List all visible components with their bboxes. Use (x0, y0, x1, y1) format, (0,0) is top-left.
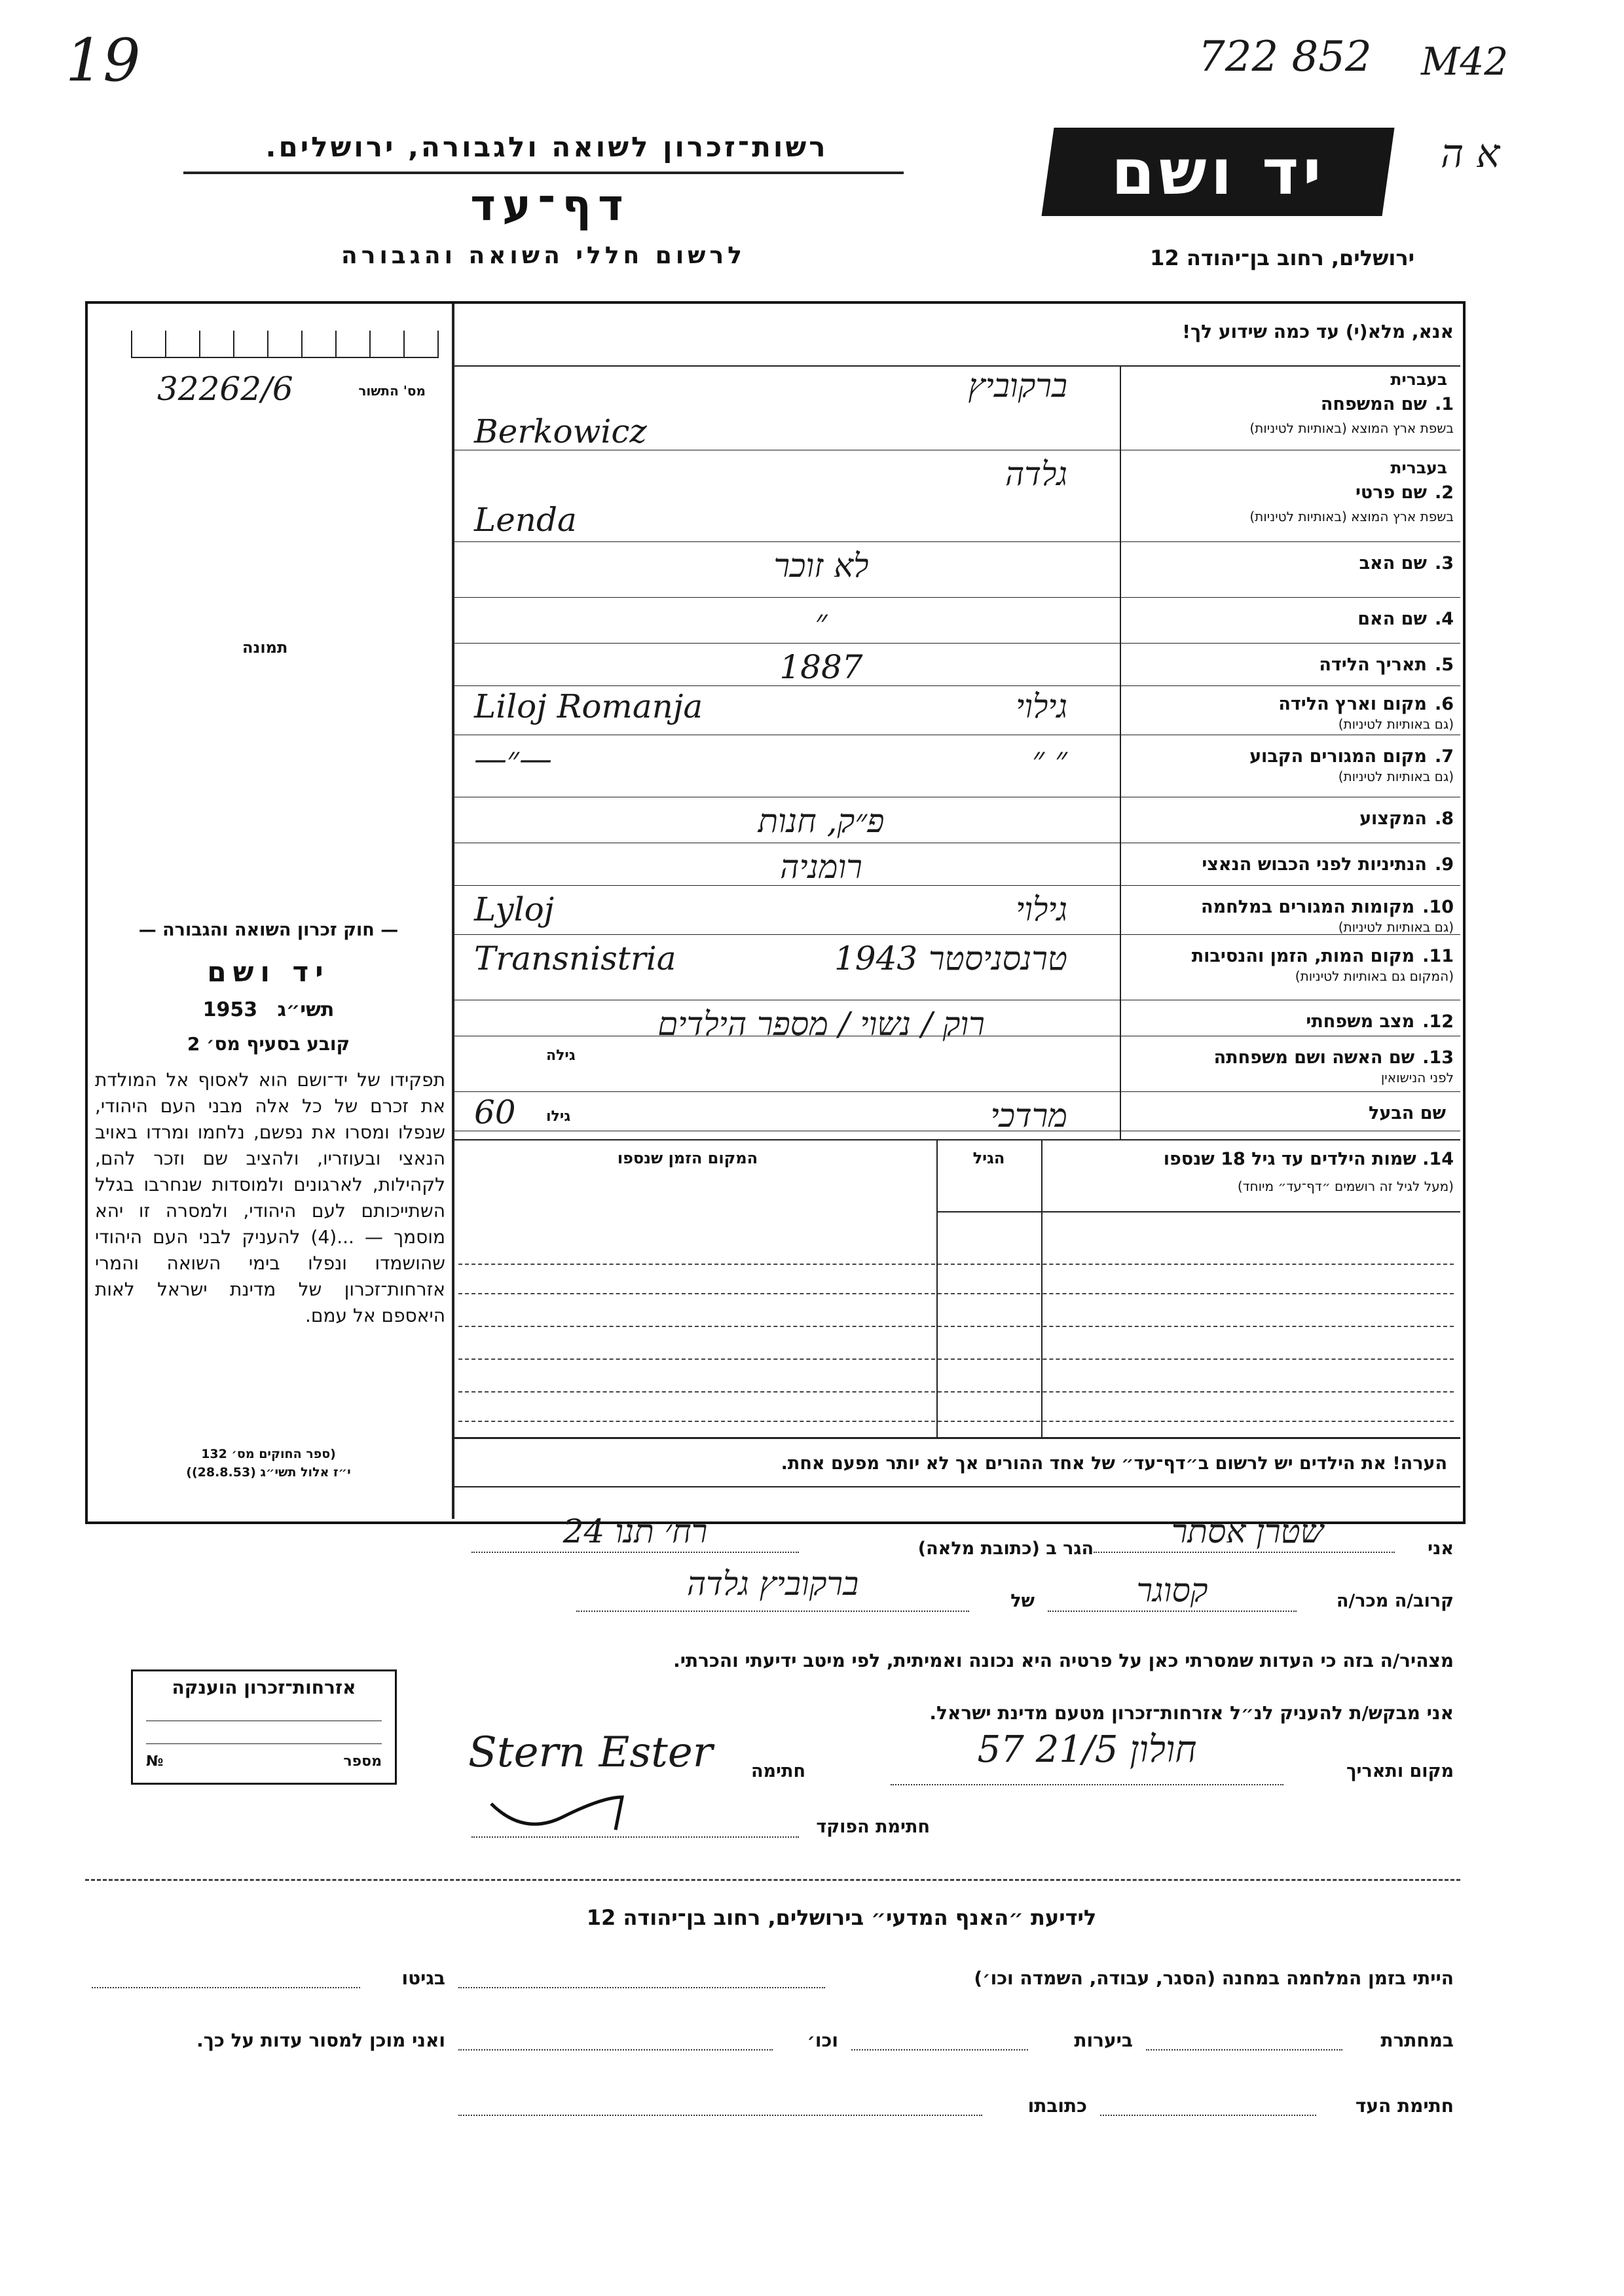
footer-line-2-blank-b (851, 2049, 1028, 2050)
children-label (1048, 1149, 1454, 1169)
field-row-2 (454, 455, 1460, 543)
field-rule-13 (454, 1091, 1460, 1092)
field-number: 10. (1422, 897, 1454, 917)
field-number: 9. (1434, 854, 1454, 875)
footer-line-2c: וכו׳ (807, 2030, 838, 2051)
field-value-latin: Liloj Romanja (474, 687, 703, 725)
decl-name-value: שטרן אסתר (1171, 1512, 1324, 1550)
margin-page-number: 19 (65, 26, 141, 95)
clerk-initial-mark (485, 1791, 629, 1836)
field-label-text: מקומות המגורים במלחמה (1201, 897, 1415, 917)
law-ref-2: י״ז אלול תשי״ג (28.8.53)) (186, 1465, 351, 1480)
field-number: 5. (1434, 655, 1454, 675)
children-note: הערה! את הילדים יש לרשום ב״דף־עד״ של אחד ההורים אך לא יותר מפעם אחת. (781, 1453, 1447, 1474)
field-rule-5 (454, 685, 1460, 686)
field-row-13 (454, 1041, 1460, 1093)
file-number-label: מס' התשור (358, 383, 426, 399)
field-value-latin: —״— (474, 740, 552, 778)
footer-line-3a: חתימת העד (1355, 2095, 1454, 2117)
org-line: רשות־זכרון לשואה ולגבורה, ירושלים. (265, 131, 828, 163)
field-label-4 (1133, 609, 1454, 629)
children-col-age: הגיל (972, 1149, 1005, 1167)
field-row-9 (454, 848, 1460, 887)
header-address: ירושלים, רחוב בן־יהודה 12 (1150, 246, 1414, 270)
law-year (92, 998, 445, 1021)
children-sub: (מעל לגיל זה רושמים ״דף־עד״ מיוחד) (1237, 1178, 1454, 1194)
field-sub: (גם באותיות לטיניות) (1338, 769, 1454, 784)
field-value-hebrew: ברקוביץ (968, 367, 1067, 405)
decl-affirm: מצהיר/ה בזה כי העדות שמסרתי כאן על פרטיה היא נכונה ואמיתית, לפי מיטב ידיעתי והכרתי. (673, 1650, 1454, 1671)
field-age-label: גילה (546, 1048, 576, 1064)
form-instruction: אנא, מלא(י) עד כמה שידוע לך! (1182, 321, 1454, 342)
field-row-12 (454, 1005, 1460, 1043)
field-label-text: שם האם (1357, 609, 1427, 629)
note-rule (454, 1437, 1460, 1439)
field-age-value: 60 (474, 1093, 516, 1131)
children-title: שמות הילדים עד גיל 18 שנספו (1163, 1149, 1416, 1169)
field-row-8 (454, 802, 1460, 845)
footer-notice: לידיעת ״האנף המדעי״ בירושלים, רחוב בן־יהודה 12 (586, 1905, 1097, 1930)
footer-line-2-blank-c (458, 2049, 773, 2050)
field-label-13 (1133, 1048, 1454, 1068)
footer-line-1-end (92, 1987, 360, 1988)
field-number: 4. (1434, 609, 1454, 629)
field-value: ״ (815, 602, 828, 640)
field-value-hebrew: ״ ״ (1032, 740, 1067, 778)
org-underline (183, 172, 904, 174)
children-header-rule (936, 1211, 1460, 1212)
decl-request: אני מבקש/ת להעניק לנ״ל אזרחות־זכרון מטעם מדינת ישראל. (929, 1702, 1454, 1724)
law-name: יד ושם (207, 956, 330, 988)
citizenship-box-number-label: מספר (343, 1753, 382, 1770)
field-label-7 (1133, 746, 1454, 767)
field-value: רומניה (780, 848, 862, 886)
decl-address-value: רח׳ תנו 24 (563, 1512, 708, 1550)
field-label-text: שם פרטי (1355, 483, 1427, 503)
field-value-latin: Berkowicz (474, 412, 647, 450)
field-value-year: 1943 (834, 939, 918, 977)
footer-line-3b: כתובתו (1027, 2095, 1087, 2117)
field-row-5 (454, 648, 1460, 687)
field-label-text: שם המשפחה (1320, 394, 1427, 414)
decl-of-value: ברקוביץ גלדה (686, 1565, 859, 1603)
field-sub: (גם באותיות לטיניות) (1338, 716, 1454, 732)
decl-clerk-line (471, 1836, 799, 1838)
field-number: 1. (1434, 394, 1454, 414)
law-text: תפקידו של יד־ושם הוא לאסוף אל המולדת את זכרם של כל אלה מבני העם היהודי, שנפלו ומסרו את נפשם, נלחמו ומרדו באויב הנאצי ובעוזריו, ולהציב שם וזכר להם, לקהילות, לארגונים ולמוסדות שנחרבו בגלל השתייכותם לעם היהודי, ולמסרה זו יהא מוסמך — ...(4) להעניק לבני העם היהודי שהושמדו ונפלו בימי השואה והמרי אזרחות־זכרון של מדינת ישראל לאות היאספם אל עמם. (95, 1069, 445, 1326)
law-year-hebrew: תשי״ג (277, 998, 335, 1021)
field-rule-2 (454, 541, 1460, 542)
decl-place-date-label: מקום ותאריך (1346, 1761, 1454, 1781)
field-label-text: תאריך הלידה (1319, 655, 1427, 675)
field-number: 2. (1434, 483, 1454, 503)
field-number: 13. (1422, 1048, 1454, 1068)
decl-relative-label: קרוב/ה מכר/ה (1336, 1591, 1454, 1611)
field-row-6 (454, 687, 1460, 737)
field-label-11 (1133, 946, 1454, 966)
field-row-10 (454, 890, 1460, 936)
clerk-initial-svg (485, 1791, 629, 1836)
field-number: 12. (1422, 1011, 1454, 1032)
margin-letters: א ה (1441, 131, 1500, 177)
field-value-hebrew: גילוי (1016, 890, 1067, 928)
citizenship-box-line-2 (146, 1743, 382, 1744)
decl-signature-label: חתימה (750, 1761, 805, 1781)
photo-label: תמונה (242, 638, 288, 657)
field-label-text: שם האב (1359, 553, 1427, 574)
footer-line-2b: ביערות (1074, 2030, 1133, 2051)
footer-line-2a: במחתרת (1380, 2030, 1454, 2051)
decl-place-date-line (891, 1784, 1283, 1785)
field-sub-top: בעברית (1390, 370, 1447, 389)
citizenship-box (131, 1669, 397, 1785)
field-label-14 (1133, 1103, 1454, 1123)
field-sub: בשפת ארץ המוצא (באותיות לטיניות) (1249, 420, 1454, 436)
field-row-1 (454, 367, 1460, 452)
field-sub: בשפת ארץ המוצא (באותיות לטיניות) (1249, 509, 1454, 524)
field-rule-9 (454, 885, 1460, 886)
field-value: לא זוכר (773, 547, 869, 585)
decl-signature-value: Stern Ester (468, 1728, 713, 1777)
footer-cut-line (85, 1879, 1460, 1881)
children-col-place: המקום הזמן שנספו (617, 1149, 758, 1167)
footer-line-2d: ואני מוכן למסור עדות על כך. (196, 2030, 445, 2051)
field-value: רוק / נשוי / מספר הילדים (657, 1005, 985, 1043)
field-value-latin: Lenda (474, 501, 577, 539)
field-label-12 (1133, 1011, 1454, 1032)
decl-relation-line (1048, 1611, 1297, 1612)
decl-resident-label: הגר ב (כתובת מלאה) (917, 1539, 1094, 1559)
field-label-5 (1133, 655, 1454, 675)
decl-of-label: של (1010, 1591, 1035, 1611)
file-number-value: 32262/6 (157, 370, 293, 408)
field-number: 7. (1434, 746, 1454, 767)
footer-line-1b: בגיטו (401, 1967, 445, 1989)
child-row-3 (458, 1326, 1454, 1327)
law-year-number: 1953 (202, 998, 258, 1021)
field-label-2 (1133, 483, 1454, 503)
footer-line-1-blank (458, 1987, 825, 1988)
field-label-text: מצב משפחתי (1306, 1011, 1415, 1032)
field-value: 1887 (779, 648, 863, 686)
field-label-text: מקום המות, הזמן והנסיבות (1191, 946, 1415, 966)
child-row-4 (458, 1358, 1454, 1360)
form-title: דף־עד (470, 180, 630, 230)
field-value-hebrew: מרדכי (990, 1097, 1067, 1135)
field-row-4 (454, 602, 1460, 645)
margin-archive-code: M42 (1421, 39, 1509, 84)
field-row-3 (454, 547, 1460, 599)
field-age-label: גילו (546, 1108, 571, 1125)
citizenship-box-title: אזרחות־זכרון הוענקה (172, 1677, 356, 1698)
field-value: פ״ק, חנות (758, 802, 885, 840)
law-section: קובע בסעיף מס׳ 2 (187, 1033, 350, 1055)
logo-text: יד ושם (1111, 135, 1325, 209)
field-value-hebrew: טרנסניסטר (928, 939, 1067, 977)
file-number-ticks (131, 331, 439, 358)
margin-archive-number: 722 852 (1198, 33, 1372, 81)
field-value-hebrew: גלדה (1005, 455, 1067, 493)
field-number: 6. (1434, 694, 1454, 714)
decl-relation-value: קסוגר (1136, 1571, 1208, 1609)
field-value-hebrew: גילוי (1016, 687, 1067, 725)
footer-line-3-blank-b (458, 2115, 982, 2116)
field-row-14 (454, 1093, 1460, 1135)
field-label-6 (1133, 694, 1454, 714)
child-row-1 (458, 1264, 1454, 1265)
law-ref-1: (ספר החוקים מס׳ 132 (201, 1447, 336, 1461)
field-value-latin: Lyloj (474, 890, 555, 928)
field-number: 11. (1422, 946, 1454, 966)
decl-name-line (1094, 1552, 1395, 1553)
decl-place-date-value: חולון 21/5 57 (977, 1728, 1197, 1771)
field-label-1 (1133, 394, 1454, 414)
yad-vashem-logo (1042, 128, 1395, 216)
field-row-11 (454, 939, 1460, 1002)
field-label-8 (1133, 809, 1454, 829)
child-row-5 (458, 1391, 1454, 1393)
field-label-text: שם האשה ושם משפחתה (1213, 1048, 1415, 1068)
field-label-text: מקום וארץ הלידה (1278, 694, 1427, 714)
field-label-3 (1133, 553, 1454, 574)
field-rule-3 (454, 597, 1460, 598)
field-sub: (המקום גם באותיות לטיניות) (1295, 968, 1454, 984)
field-rule-10 (454, 934, 1460, 935)
field-sub: לפני הנישואין (1380, 1070, 1454, 1085)
law-title: — חוק זכרון השואה והגבורה — (138, 920, 399, 940)
field-label-text: מקום המגורים הקבוע (1249, 746, 1427, 767)
decl-of-line (576, 1611, 969, 1612)
field-number: 8. (1434, 809, 1454, 829)
field-number: 3. (1434, 553, 1454, 574)
field-label-9 (1133, 854, 1454, 875)
child-row-6 (458, 1421, 1454, 1422)
children-section-top (454, 1139, 1460, 1140)
footer-line-1a: הייתי בזמן המלחמה במחנה (הסגר, עבודה, השמדה וכו׳) (974, 1967, 1454, 1989)
field-sub: (גם באותיות לטיניות) (1338, 919, 1454, 935)
citizenship-box-no: № (146, 1753, 164, 1770)
field-value-latin: Transnistria (474, 939, 676, 977)
footer-line-2-blank-a (1146, 2049, 1342, 2050)
children-num: 14. (1422, 1149, 1454, 1169)
child-row-2 (458, 1293, 1454, 1294)
decl-ani: אני (1428, 1539, 1454, 1559)
field-label-text: המקצוע (1359, 809, 1427, 829)
decl-address-line (471, 1552, 799, 1553)
field-label-text: שם הבעל (1368, 1103, 1446, 1123)
decl-clerk-label: חתימת הפוקד (816, 1817, 930, 1837)
field-rule-4 (454, 643, 1460, 644)
field-label-text: הנתיניות לפני הכבוש הנאצי (1202, 854, 1427, 875)
footer-line-3-blank-a (1100, 2115, 1316, 2116)
field-row-7 (454, 740, 1460, 799)
note-underline (454, 1486, 1460, 1487)
field-label-10 (1133, 897, 1454, 917)
field-sub-top: בעברית (1390, 458, 1447, 477)
form-subtitle: לרשום חללי השואה והגבורה (341, 242, 746, 269)
